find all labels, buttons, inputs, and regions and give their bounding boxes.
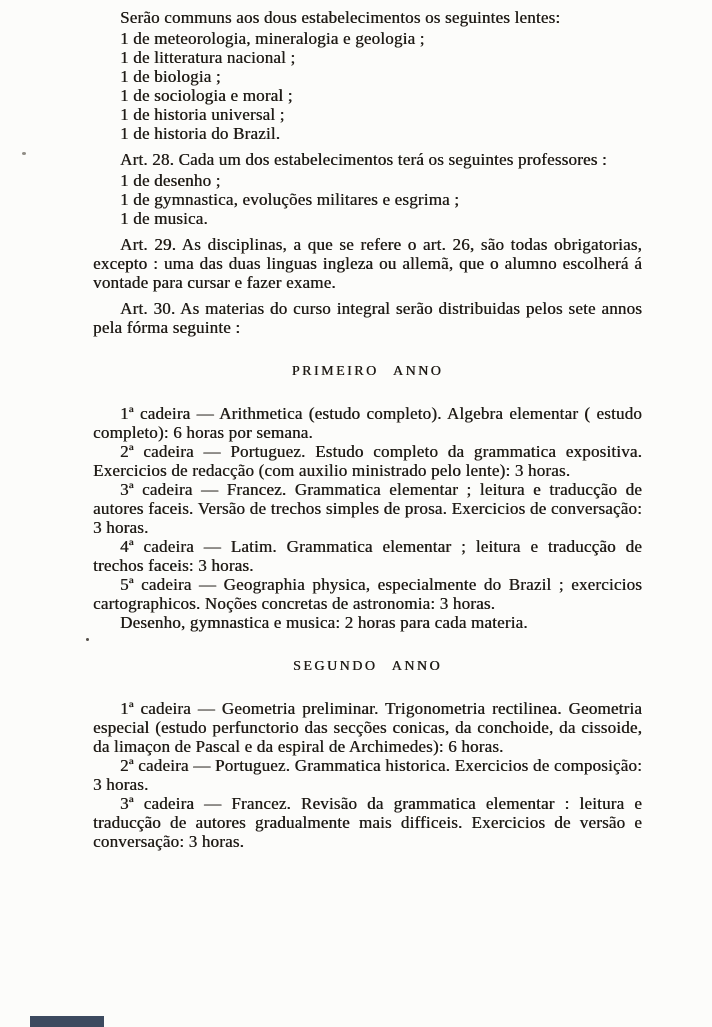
- list-item: 1 de gymnastica, evoluções militares e esgrima ;: [120, 190, 460, 209]
- list-item: 1 de desenho ;: [120, 171, 221, 190]
- list-item: 1 de musica.: [120, 209, 208, 228]
- intro-paragraph: Serão communs aos dous estabelecimentos os seguintes lentes:: [120, 8, 561, 27]
- scan-edge-artifact: [30, 1016, 104, 1027]
- cadeira-paragraph: 3ª cadeira — Francez. Grammatica elementar ; leitura e traducção de autores faceis. Versão de trechos simples de prosa. Exercicios de conversação: 3 horas.: [93, 480, 642, 537]
- list-item: 1 de historia universal ;: [120, 105, 285, 124]
- list-item: 1 de sociologia e moral ;: [120, 86, 293, 105]
- cadeira-paragraph: 5ª cadeira — Geographia physica, especialmente do Brazil ; exercicios cartographicos. Noções concretas de astronomia: 3 horas.: [93, 575, 642, 613]
- cadeira-paragraph: 2ª cadeira — Portuguez. Estudo completo da grammatica expositiva. Exercicios de redacção (com auxilio ministrado pelo lente): 3 horas.: [93, 442, 642, 480]
- cadeira-paragraph: 1ª cadeira — Arithmetica (estudo completo). Algebra elementar ( estudo completo): 6 horas por semana.: [93, 404, 642, 442]
- list-item: 1 de meteorologia, mineralogia e geologia ;: [120, 29, 425, 48]
- article-30: Art. 30. As materias do curso integral serão distribuidas pelos sete annos pela fórma seguinte :: [93, 299, 642, 337]
- cadeira-paragraph: 2ª cadeira — Portuguez. Grammatica historica. Exercicios de composição: 3 horas.: [93, 756, 642, 794]
- cadeira-paragraph: 1ª cadeira — Geometria preliminar. Trigonometria rectilinea. Geometria especial (estudo perfunctorio das secções conicas, da conchoide, da cissoide, da limaçon de Pascal e da espiral de Archimedes): 6 horas.: [93, 699, 642, 756]
- article-29: Art. 29. As disciplinas, a que se refere o art. 26, são todas obrigatorias, excepto : uma das duas linguas ingleza ou allemã, que o alumno escolherá á vontade para cursar e fazer exame.: [93, 235, 642, 292]
- ink-speck: [86, 638, 89, 641]
- article-28: Art. 28. Cada um dos estabelecimentos terá os seguintes professores :: [120, 150, 607, 169]
- list-item: 1 de historia do Brazil.: [120, 124, 281, 143]
- section-heading-primeiro-anno: PRIMEIRO ANNO: [291, 364, 444, 379]
- cadeira-paragraph: Desenho, gymnastica e musica: 2 horas para cada materia.: [120, 613, 528, 632]
- cadeira-paragraph: 4ª cadeira — Latim. Grammatica elementar ; leitura e traducção de trechos faceis: 3 horas.: [93, 537, 642, 575]
- professores-list: [93, 171, 642, 228]
- cadeira-paragraph: 3ª cadeira — Francez. Revisão da grammatica elementar : leitura e traducção de autores gradualmente mais difficeis. Exercicios de versão e conversação: 3 horas.: [93, 794, 642, 851]
- list-item: 1 de biologia ;: [120, 67, 221, 86]
- ink-speck: [22, 152, 26, 155]
- lentes-list: [93, 29, 642, 143]
- list-item: 1 de litteratura nacional ;: [120, 48, 296, 67]
- section-heading-segundo-anno: SEGUNDO ANNO: [292, 659, 443, 674]
